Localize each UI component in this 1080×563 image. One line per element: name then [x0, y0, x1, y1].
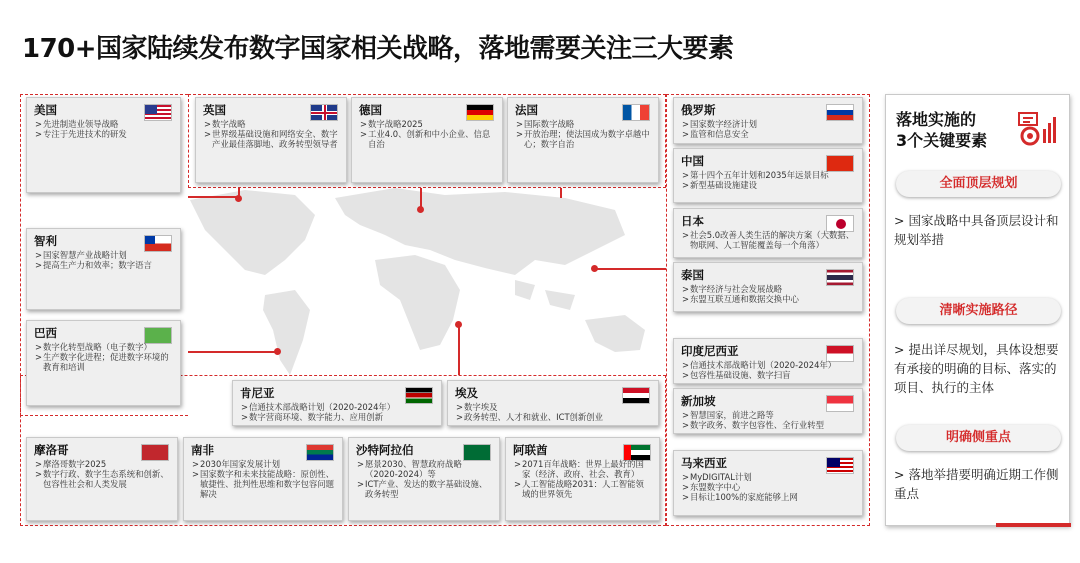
element-label-implementation-path: 清晰实施路径 — [896, 298, 1061, 324]
country-name: 日本 — [681, 214, 704, 228]
country-card-uae — [505, 437, 660, 521]
marker-brazil — [274, 348, 281, 355]
panel-title-line: 落地实施的 — [896, 110, 977, 129]
list-item: > 摩洛哥数字2025 — [34, 459, 170, 469]
country-name: 泰国 — [681, 268, 704, 282]
country-name: 埃及 — [455, 386, 478, 400]
country-name: 智利 — [34, 234, 57, 248]
element-desc-focus: > 落地举措要明确近期工作侧重点 — [894, 467, 1059, 501]
list-item: > 数字经济与社会发展战略 — [681, 284, 855, 294]
country-name: 俄罗斯 — [681, 103, 716, 117]
list-item: > 人工智能战略2031：人工智能领域的世界领先 — [513, 479, 652, 499]
list-item: > 生产数字化进程；促进数字环境的教育和培训 — [34, 352, 173, 372]
list-item: > 社会5.0改善人类生活的解决方案（大数据、物联网、人工智能覆盖每一个角落） — [681, 230, 855, 250]
connector-france — [560, 188, 562, 198]
element-label-focus: 明确侧重点 — [896, 425, 1061, 451]
element-label-top-planning: 全面顶层规划 — [896, 171, 1061, 197]
list-item: > 第十四个五年计划和2035年远景目标 — [681, 170, 855, 180]
world-map — [185, 180, 685, 385]
list-item: > 数字战略2025 — [359, 119, 495, 129]
country-card-south-africa — [183, 437, 343, 521]
marker-germany — [417, 206, 424, 213]
country-card-usa — [26, 97, 181, 193]
panel-title-line: 3个关键要素 — [896, 131, 988, 150]
country-card-brazil — [26, 320, 181, 406]
list-item: > 愿景2030、智慧政府战略（2020-2024）等 — [356, 459, 492, 479]
country-name: 印度尼西亚 — [681, 344, 739, 358]
marker-asia — [591, 265, 598, 272]
list-item: > 国家智慧产业战略计划 — [34, 250, 173, 260]
list-item: > 国家数字经济计划 — [681, 119, 855, 129]
country-name: 肯尼亚 — [240, 386, 275, 400]
list-item: > 国家数字和未来技能战略：原创性、敏捷性、批判性思维和数字包容问题解决 — [191, 469, 335, 499]
list-item: > 先进制造业领导战略 — [34, 119, 173, 129]
connector-usa — [188, 196, 238, 198]
gear-chart-icon — [1017, 111, 1057, 147]
country-card-indonesia — [673, 338, 863, 384]
connector-right-column — [595, 268, 666, 270]
element-desc-implementation-path: > 提出详尽规划，具体设想要有承接的明确的目标、落实的项目、执行的主体 — [894, 342, 1059, 395]
list-item: > MyDIGITAL计划 — [681, 472, 855, 482]
country-card-uk — [195, 97, 347, 183]
list-item: > 国际数字战略 — [515, 119, 651, 129]
country-name: 沙特阿拉伯 — [356, 443, 414, 457]
list-item: > ICT产业、发达的数字基础设施、政务转型 — [356, 479, 492, 499]
list-item: > 数字营商环境、数字能力、应用创新 — [240, 412, 434, 422]
list-item: > 开放治理；使法国成为数字卓越中心；数字自治 — [515, 129, 651, 149]
list-item: > 数字行政、数字生态系统和创新、包容性社会和人类发展 — [34, 469, 170, 489]
list-item: > 东盟互联互通和数据交换中心 — [681, 294, 855, 304]
list-item: > 数字战略 — [203, 119, 339, 129]
list-item: > 监管和信息安全 — [681, 129, 855, 139]
country-card-china — [673, 148, 863, 203]
connector-germany — [420, 188, 422, 208]
list-item: > 提高生产力和效率；数字语言 — [34, 260, 173, 270]
country-name: 德国 — [359, 103, 382, 117]
list-item: > 新型基础设施建设 — [681, 180, 855, 190]
country-card-russia — [673, 97, 863, 144]
country-card-singapore — [673, 388, 863, 434]
country-card-morocco — [26, 437, 178, 521]
country-name: 法国 — [515, 103, 538, 117]
list-item: > 工业4.0、创新和中小企业、信息自治 — [359, 129, 495, 149]
key-elements-panel — [885, 94, 1070, 526]
country-name: 巴西 — [34, 326, 57, 340]
list-item: > 2071百年战略：世界上最好的国家（经济、政府、社会、教育） — [513, 459, 652, 479]
country-name: 中国 — [681, 154, 704, 168]
country-name: 美国 — [34, 103, 57, 117]
panel-title — [896, 109, 987, 151]
list-item: > 数字化转型战略（电子数字） — [34, 342, 173, 352]
list-item: > 目标让100%的家庭能够上网 — [681, 492, 855, 502]
country-card-kenya — [232, 380, 442, 426]
accent-bar — [996, 523, 1071, 527]
list-item: > 东盟数字中心 — [681, 482, 855, 492]
country-name: 新加坡 — [681, 394, 716, 408]
list-item: > 数字埃及 — [455, 402, 651, 412]
country-name: 摩洛哥 — [34, 443, 69, 457]
list-item: > 信通技术部战略计划（2020-2024年） — [681, 360, 855, 370]
country-card-malaysia — [673, 450, 863, 516]
element-desc-top-planning: > 国家战略中具备顶层设计和规划举措 — [894, 213, 1059, 247]
country-card-japan — [673, 208, 863, 258]
page-title: 170+国家陆续发布数字国家相关战略，落地需要关注三大要素 — [22, 34, 734, 64]
list-item: > 世界级基础设施和网络安全、数字产业最佳落脚地、政务转型领导者 — [203, 129, 339, 149]
list-item: > 智慧国家，前进之路等 — [681, 410, 855, 420]
country-name: 南非 — [191, 443, 214, 457]
country-card-thailand — [673, 262, 863, 312]
country-name: 阿联酋 — [513, 443, 548, 457]
country-card-france — [507, 97, 659, 183]
country-card-germany — [351, 97, 503, 183]
country-card-chile — [26, 228, 181, 310]
country-name: 英国 — [203, 103, 226, 117]
list-item: > 2030年国家发展计划 — [191, 459, 335, 469]
list-item: > 数字政务、数字包容性、全行业转型 — [681, 420, 855, 430]
country-card-saudi-arabia — [348, 437, 500, 521]
list-item: > 政务转型、人才和就业、ICT创新创业 — [455, 412, 651, 422]
connector-brazil — [188, 351, 276, 353]
list-item: > 信通技术部战略计划（2020-2024年） — [240, 402, 434, 412]
marker-africa — [455, 321, 462, 328]
country-name: 马来西亚 — [681, 456, 727, 470]
country-card-egypt — [447, 380, 659, 426]
connector-africa — [458, 325, 460, 375]
list-item: > 包容性基础设施、数字扫盲 — [681, 370, 855, 380]
list-item: > 专注于先进技术的研发 — [34, 129, 173, 139]
